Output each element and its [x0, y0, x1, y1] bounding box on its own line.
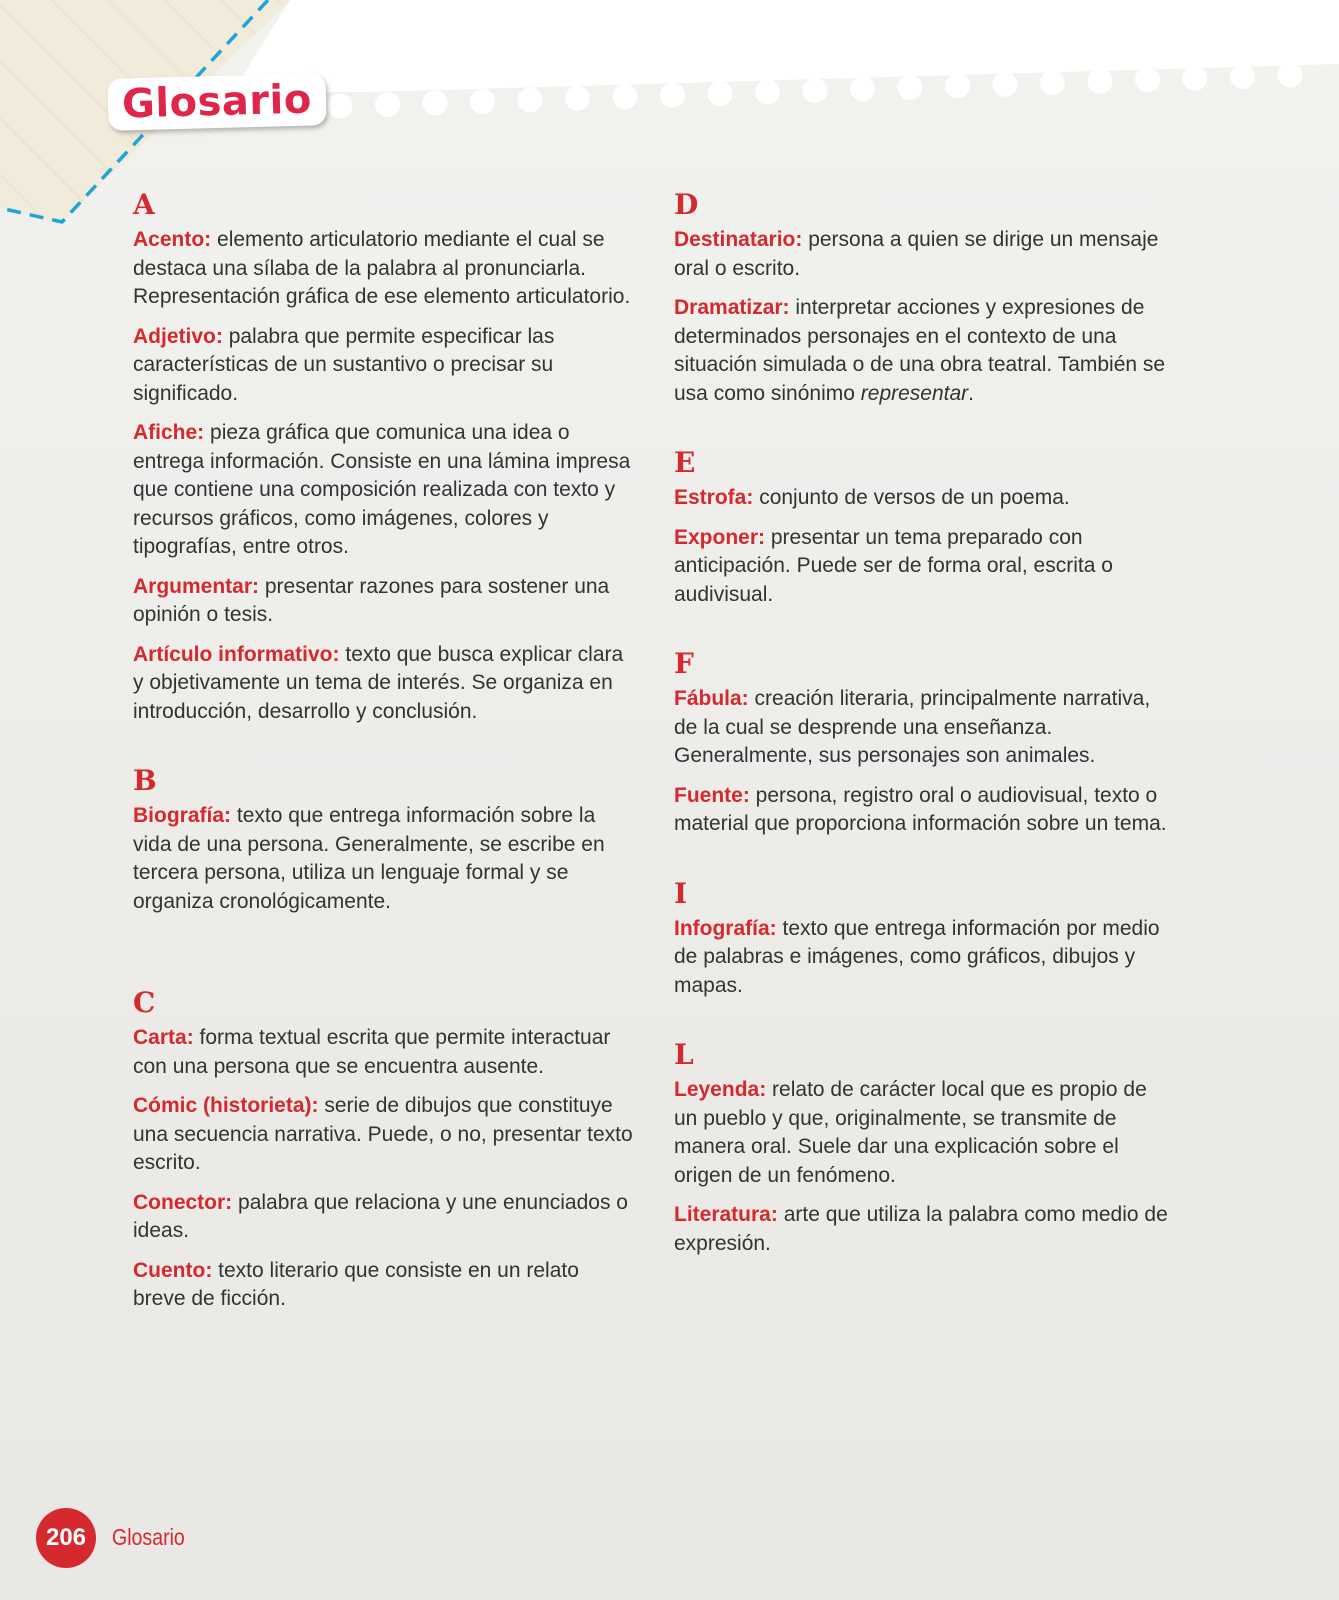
- glossary-term: Afiche:: [133, 421, 205, 444]
- glossary-term: Cuento:: [133, 1258, 213, 1282]
- glossary-entry: [674, 484, 1174, 513]
- glossary-definition: forma textual escrita que permite interactuar con una persona que se encuentra ausente.: [133, 1026, 611, 1078]
- glossary-definition-italic: representar: [860, 381, 969, 405]
- notepad-hole: [470, 89, 495, 114]
- notepad-hole: [993, 72, 1018, 97]
- glossary-entry: [133, 802, 633, 916]
- glossary-section: [674, 1040, 1174, 1258]
- section-letter: L: [674, 1038, 694, 1071]
- glossary-definition: elemento articulatorio mediante el cual se destaca una sílaba de la palabra al pronunciarla. Representación gráfica de ese elemento articulatorio.: [133, 228, 631, 308]
- glossary-term: Leyenda:: [674, 1078, 767, 1101]
- glossary-definition: persona a quien se dirige un mensaje oral o escrito.: [674, 228, 1159, 280]
- notepad-hole: [1183, 66, 1208, 91]
- notepad-hole: [755, 80, 780, 105]
- glossary-term: Exponer:: [674, 525, 766, 549]
- glossary-definition: texto literario que consiste en un relato breve de ficción.: [133, 1258, 579, 1310]
- glossary-term: Biografía:: [133, 804, 232, 827]
- glossary-definition: interpretar acciones y expresiones de determinados personajes en el contexto de una situación simulada o de una obra teatral. También se usa como sinónimo: [674, 296, 1166, 405]
- glossary-term: Artículo informativo:: [133, 642, 340, 666]
- footer-section-label: Glosario: [112, 1524, 185, 1550]
- glossary-definition: serie de dibujos que constituye una secuencia narrativa. Puede, o no, presentar texto escrito.: [133, 1094, 633, 1174]
- section-letter: E: [674, 446, 696, 479]
- glossary-section: [674, 190, 1174, 408]
- glossary-term: Destinatario:: [674, 228, 803, 251]
- notepad-hole: [1278, 63, 1303, 88]
- notepad-hole: [613, 84, 638, 109]
- glossary-entry: [674, 226, 1174, 283]
- glossary-entry: [674, 685, 1174, 771]
- glossary-term: Conector:: [133, 1190, 233, 1214]
- glossary-section: [133, 190, 633, 726]
- glossary-column-right: [674, 190, 1174, 1269]
- glossary-term: Acento:: [133, 228, 212, 251]
- glossary-term: Fábula:: [674, 687, 749, 710]
- glossary-entry: [674, 915, 1174, 1001]
- notepad-hole: [945, 73, 970, 98]
- glossary-definition: texto que entrega información sobre la vida de una persona. Generalmente, se escribe en tercera persona, utiliza un lenguaje formal y se organiza cronológicamente.: [133, 804, 605, 913]
- glossary-entry: [133, 1024, 633, 1081]
- notepad-hole: [660, 83, 685, 108]
- glossary-entry: [133, 1092, 633, 1178]
- glossary-definition: persona, registro oral o audiovisual, texto o material que proporciona información sobre un tema.: [674, 783, 1167, 835]
- glossary-section: [674, 649, 1174, 839]
- glossary-entry: [133, 1257, 633, 1314]
- title-badge: [107, 73, 326, 131]
- glossary-definition-suffix: .: [968, 381, 974, 405]
- notepad-hole: [328, 94, 353, 119]
- glossary-section: [674, 448, 1174, 609]
- glossary-definition: pieza gráfica que comunica una idea o entrega información. Consiste en una lámina impresa que contiene una composición realizada con texto y recursos gráficos, como imágenes, colores y tipografías, entre otros.: [133, 421, 631, 558]
- glossary-definition: texto que entrega información por medio de palabras e imágenes, como gráficos, dibujos y mapas.: [674, 916, 1160, 997]
- section-letter: F: [674, 647, 694, 680]
- notepad-hole: [375, 92, 400, 117]
- glossary-definition: texto que busca explicar clara y objetivamente un tema de interés. Se organiza en introducción, desarrollo y conclusión.: [133, 642, 624, 723]
- glossary-definition: arte que utiliza la palabra como medio de expresión.: [674, 1203, 1168, 1255]
- glossary-column-left: [133, 190, 633, 1325]
- glossary-term: Adjetivo:: [133, 324, 223, 348]
- glossary-term: Cómic (historieta):: [133, 1094, 319, 1117]
- glossary-entry: [674, 782, 1174, 839]
- glossary-term: Fuente:: [674, 783, 750, 807]
- glossary-entry: [674, 294, 1174, 408]
- glossary-section: [133, 988, 633, 1314]
- section-letter: D: [674, 188, 699, 221]
- notepad-hole: [518, 87, 543, 112]
- glossary-section: [674, 876, 1174, 1001]
- notepad-hole: [423, 90, 448, 115]
- notepad-hole: [1088, 69, 1113, 94]
- glossary-term: Literatura:: [674, 1203, 778, 1226]
- glossary-term: Argumentar:: [133, 574, 260, 598]
- notepad-hole: [565, 86, 590, 111]
- glossary-section: [133, 766, 633, 916]
- section-letter: C: [133, 986, 156, 1019]
- glossary-entry: [133, 323, 633, 409]
- glossary-definition: presentar razones para sostener una opinión o tesis.: [133, 574, 610, 626]
- notepad-hole: [803, 78, 828, 103]
- section-letter: A: [133, 188, 155, 221]
- glossary-entry: [133, 573, 633, 630]
- notepad-hole: [1135, 67, 1160, 92]
- page-number: 206: [45, 1524, 87, 1551]
- glossary-entry: [133, 1189, 633, 1246]
- glossary-entry: [133, 419, 633, 562]
- page-title: Glosario: [121, 76, 313, 128]
- page-number-badge: [36, 1508, 96, 1568]
- glossary-term: Dramatizar:: [674, 296, 790, 319]
- glossary-entry: [674, 1201, 1174, 1258]
- section-letter: I: [674, 876, 688, 910]
- section-letter: B: [133, 764, 157, 797]
- glossary-term: Infografía:: [674, 916, 777, 940]
- notepad-hole: [708, 81, 733, 106]
- glossary-entry: [133, 641, 633, 727]
- glossary-entry: [674, 1076, 1174, 1190]
- glossary-definition: presentar un tema preparado con anticipación. Puede ser de forma oral, escrita o audivisual.: [674, 525, 1113, 606]
- notepad-hole: [1040, 70, 1065, 95]
- glossary-definition: palabra que relaciona y une enunciados o ideas.: [133, 1190, 628, 1242]
- glossary-definition: conjunto de versos de un poema.: [759, 486, 1070, 509]
- notepad-hole: [898, 75, 923, 100]
- glossary-definition: palabra que permite especificar las características de un sustantivo o precisar su significado.: [133, 324, 555, 405]
- glossary-entry: [133, 226, 633, 312]
- glossary-definition: relato de carácter local que es propio de un pueblo y que, originalmente, se transmite de manera oral. Suele dar una explicación sobre el origen de un fenómeno.: [674, 1078, 1147, 1187]
- glossary-term: Estrofa:: [674, 486, 754, 509]
- glossary-definition: creación literaria, principalmente narrativa, de la cual se desprende una enseñanza. Generalmente, sus personajes son animales.: [674, 687, 1151, 767]
- notepad-hole: [1230, 64, 1255, 89]
- glossary-term: Carta:: [133, 1026, 194, 1049]
- notepad-hole: [850, 76, 875, 101]
- glossary-entry: [674, 524, 1174, 610]
